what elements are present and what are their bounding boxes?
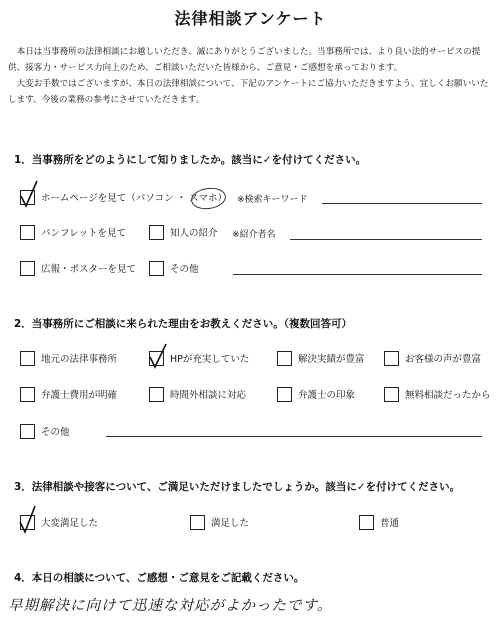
question-3-title: 3．法律相談や接客について、ご満足いただけましたでしょうか。該当に✓を付けてください。 — [14, 481, 461, 493]
option-label: その他 — [41, 427, 70, 438]
intro-text — [8, 44, 496, 108]
keyword-input-line[interactable] — [322, 203, 482, 204]
q2-option-hp[interactable] — [149, 347, 249, 369]
checkbox-other[interactable] — [20, 424, 35, 439]
q2-option-reviews[interactable] — [384, 347, 481, 369]
option-label: ホームページを見て（パソコン ・ スマホ） — [41, 193, 227, 204]
option-label: 満足した — [211, 518, 250, 529]
q3-option-very-satisfied[interactable] — [20, 511, 98, 533]
option-label: 弁護士の印象 — [298, 390, 356, 401]
option-label: 弁護士費用が明確 — [41, 390, 118, 401]
check-mark-icon — [18, 506, 40, 532]
q1-option-referral[interactable] — [149, 221, 218, 243]
q2-option-other[interactable] — [20, 420, 70, 442]
checkbox-pamphlet[interactable] — [20, 225, 35, 240]
q2-option-results[interactable] — [277, 347, 365, 369]
intro-paragraph-1: 本日は当事務所の法律相談にお越しいただき、誠にありがとうございました。当事務所では、より良い法的サービスの提供、接客力・サービス力向上のため、ご相談いただいた皆様から、ご意見・ご感想を承っております。 — [8, 47, 481, 73]
other-input-line[interactable] — [233, 274, 482, 275]
handwritten-answer[interactable]: 早期解決に向けて迅速な対応がよかったです。 — [8, 598, 333, 614]
q2-option-impression[interactable] — [277, 383, 355, 405]
option-label: 無料相談だったから — [405, 390, 491, 401]
option-label: 時間外相談に対応 — [170, 390, 247, 401]
checkbox-average[interactable] — [359, 515, 374, 530]
checkbox-after-hours[interactable] — [149, 387, 164, 402]
intro-paragraph-2: 大変お手数ではございますが、本日の法律相談について、下記のアンケートにご協力いただきますよう、宜しくお願いいたします。今後の業務の参考にさせていただきます。 — [8, 79, 489, 105]
referrer-input-line[interactable] — [290, 239, 482, 240]
q3-option-satisfied[interactable] — [190, 511, 249, 533]
checkbox-homepage[interactable] — [20, 190, 35, 205]
keyword-note: ※検索キーワード — [237, 195, 308, 205]
q1-option-poster[interactable] — [20, 257, 136, 279]
checkbox-impression[interactable] — [277, 387, 292, 402]
checkbox-poster[interactable] — [20, 261, 35, 276]
checkbox-referral[interactable] — [149, 225, 164, 240]
checkbox-free[interactable] — [384, 387, 399, 402]
q2-option-free[interactable] — [384, 383, 491, 405]
checkbox-other[interactable] — [149, 261, 164, 276]
other-reason-input-line[interactable] — [106, 436, 482, 437]
option-label: HPが充実していた — [170, 354, 250, 365]
referrer-note: ※紹介者名 — [232, 230, 276, 240]
q2-option-after-hours[interactable] — [149, 383, 246, 405]
option-label: 解決実績が豊富 — [298, 354, 365, 365]
checkbox-hp[interactable] — [149, 351, 164, 366]
check-mark-icon — [147, 342, 169, 368]
page-title: 法律相談アンケート — [174, 9, 327, 28]
q1-option-homepage[interactable] — [20, 186, 227, 208]
question-4-title: 4．本日の相談について、ご感想・ご意見をご記載ください。 — [14, 572, 305, 584]
checkbox-fees[interactable] — [20, 387, 35, 402]
option-label: お客様の声が豊富 — [405, 354, 482, 365]
question-1-title: 1．当事務所をどのようにして知りましたか。該当に✓を付けてください。 — [14, 154, 367, 166]
checkbox-results[interactable] — [277, 351, 292, 366]
check-mark-icon — [18, 181, 40, 207]
checkbox-very-satisfied[interactable] — [20, 515, 35, 530]
option-label: パンフレットを見て — [41, 228, 127, 239]
option-label: 地元の法律事務所 — [41, 354, 118, 365]
option-label: その他 — [170, 264, 199, 275]
question-2-title: 2．当事務所にご相談に来られた理由をお教えください。（複数回答可） — [14, 318, 353, 330]
q2-option-local[interactable] — [20, 347, 117, 369]
option-label: 知人の紹介 — [170, 228, 218, 239]
q1-option-pamphlet[interactable] — [20, 221, 126, 243]
checkbox-local[interactable] — [20, 351, 35, 366]
checkbox-reviews[interactable] — [384, 351, 399, 366]
q2-option-fees[interactable] — [20, 383, 117, 405]
option-label: 普通 — [380, 518, 400, 529]
q3-option-average[interactable] — [359, 511, 399, 533]
q1-option-other[interactable] — [149, 257, 199, 279]
option-label: 大変満足した — [41, 518, 99, 529]
option-label: 広報・ポスターを見て — [41, 264, 137, 275]
checkbox-satisfied[interactable] — [190, 515, 205, 530]
